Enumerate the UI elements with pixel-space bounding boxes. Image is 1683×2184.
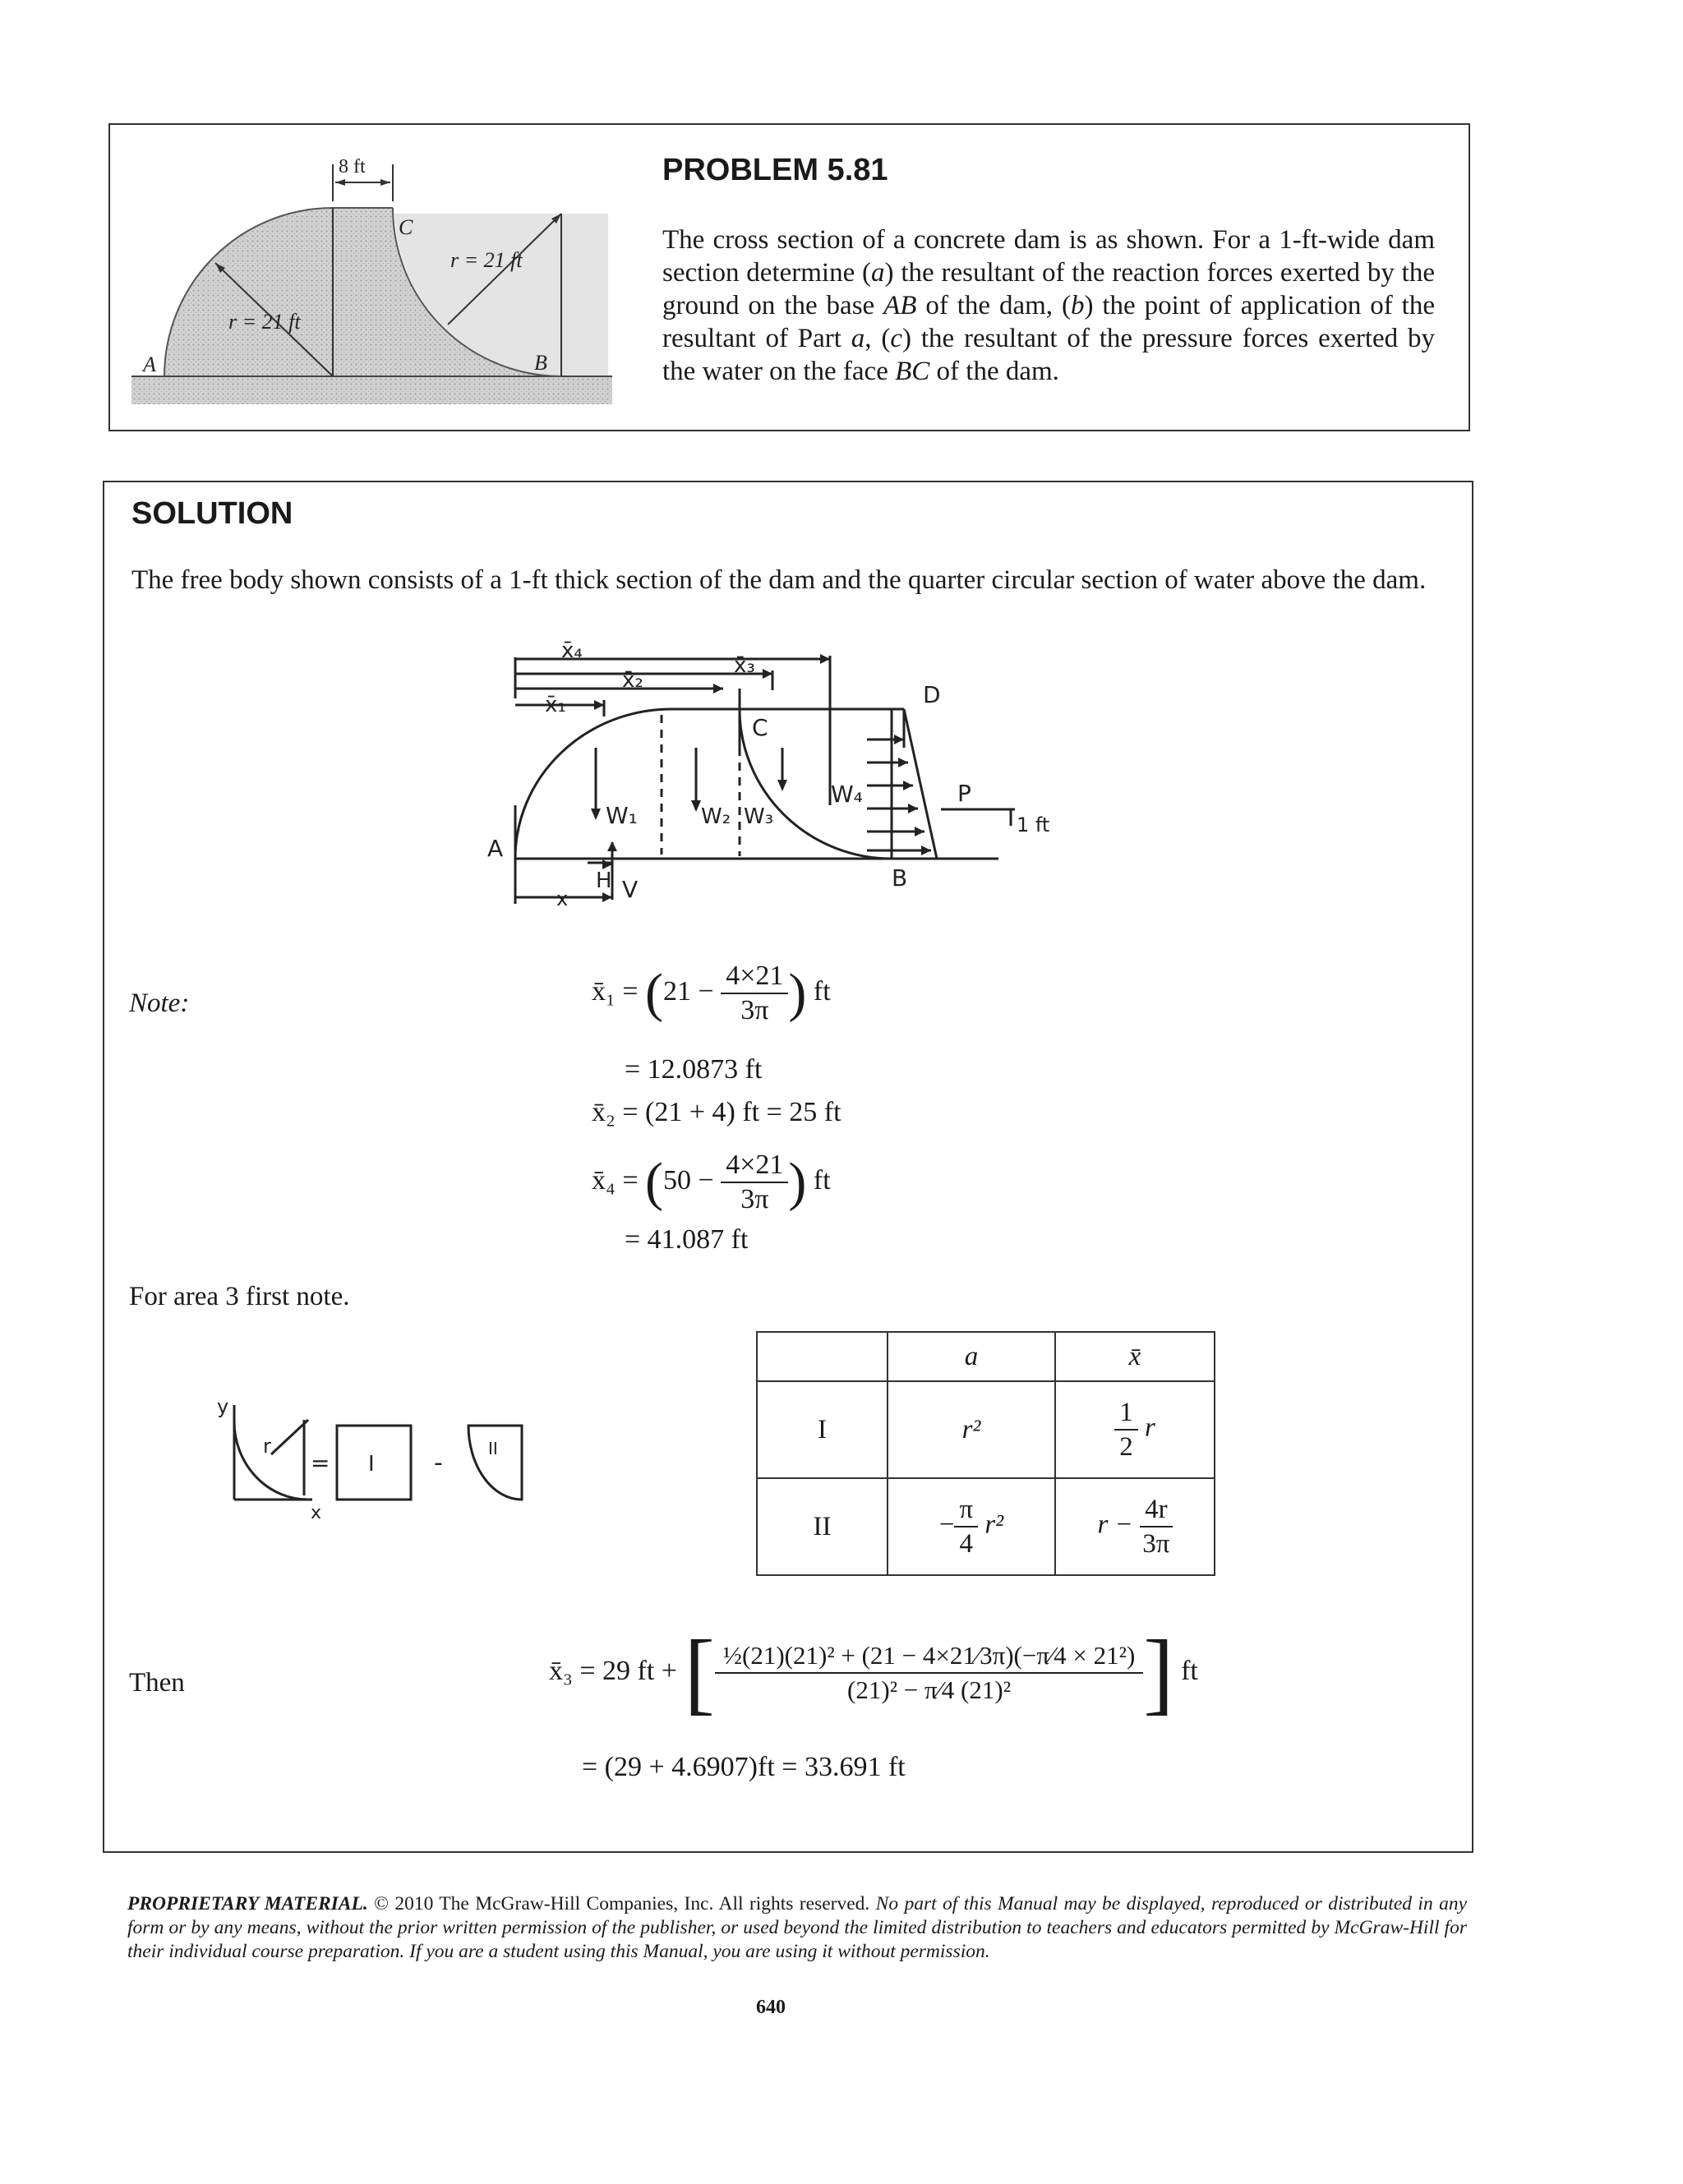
fbd-h-label: H xyxy=(596,869,612,893)
fbd-x-label: x xyxy=(556,887,569,910)
solution-intro: The free body shown consists of a 1-ft thick section of the dam and the quarter circular section of water above the dam. xyxy=(131,565,1427,595)
point-a-label: A xyxy=(143,352,156,376)
table-row xyxy=(757,1332,1215,1381)
x3-result: = (29 + 4.6907)ft = 33.691 ft xyxy=(582,1752,906,1782)
free-body-diagram xyxy=(481,641,1072,916)
sketch-equals: = xyxy=(311,1449,330,1477)
x1-lhs: x̄₁ = xyxy=(592,975,639,1007)
fbd-x2-label: x̄₂ xyxy=(622,668,643,693)
x3-numerator: ½(21)(21)² + (21 − 4×21⁄3π)(−π⁄4 × 21²) xyxy=(715,1639,1144,1674)
x4-unit: ft xyxy=(813,1164,831,1196)
row2-a: − $\frac{\pi}{4}$ r² xyxy=(888,1478,1055,1575)
dim-8ft-label: 8 ft xyxy=(339,156,366,177)
table-header-x: x̄ xyxy=(1055,1332,1215,1381)
sketch-roman2: II xyxy=(488,1439,498,1458)
fbd-c-label: C xyxy=(752,714,768,741)
row1-x: $\frac{1}{2}$ r xyxy=(1055,1381,1215,1478)
fbd-1ft-label: 1 ft xyxy=(1017,813,1050,836)
x1-equation: x̄₁ = (21 − $\frac{4\times 21}{3\pi}$ ) ft xyxy=(592,961,831,1025)
sketch-minus: - xyxy=(434,1449,443,1477)
x3-equation: x̄₃ = 29 ft + [ $\frac{\text{½(21)(21)² + (21 − 4×21⁄3π)(−π⁄4 × 21²)}}{\text{(21)² − π⁄4 (21)²}}$ ] ft xyxy=(549,1622,1198,1724)
fbd-w4-label: W₄ xyxy=(831,781,863,808)
table-cell xyxy=(757,1332,888,1381)
fbd-v-label: V xyxy=(622,876,639,903)
area-table xyxy=(756,1331,1215,1576)
page-number: 640 xyxy=(756,1997,786,2018)
row1-label: I xyxy=(757,1381,888,1478)
radius-right-label: r = 21 ft xyxy=(450,248,523,272)
fbd-x3-label: x̄₃ xyxy=(734,653,755,678)
x4-num: 4×21 xyxy=(721,1149,788,1183)
point-c-label: C xyxy=(399,215,413,239)
solution-title: SOLUTION xyxy=(131,496,293,531)
copyright-footer xyxy=(127,1892,1467,1964)
then-label: Then xyxy=(129,1668,185,1698)
fbd-w3-label: W₃ xyxy=(744,804,774,829)
table-header-a: a xyxy=(888,1332,1055,1381)
fbd-x1-label: x̄₁ xyxy=(545,693,566,717)
fbd-x4-label: x̄₄ xyxy=(561,641,583,663)
x4-result: = 41.087 ft xyxy=(625,1224,749,1255)
x4-equation: x̄₄ = (50 − $\frac{4\times 21}{3\pi}$ ) ft xyxy=(592,1150,831,1214)
fbd-b-label: B xyxy=(892,864,908,892)
x1-a: 21 − xyxy=(663,975,714,1007)
x3-lhs: x̄₃ = 29 ft + xyxy=(549,1655,677,1686)
x4-den: 3π xyxy=(740,1184,769,1214)
x3-unit: ft xyxy=(1181,1655,1198,1686)
problem-statement: The cross section of a concrete dam is as shown. For a 1-ft-wide dam section determine (a) the resultant of the reaction forces exerted by the ground on the base AB of the dam, (b) the point of application of the resultant of Part a, (c) the resultant of the pressure forces exerted by the water on the face BC of the dam. xyxy=(662,225,1436,386)
radius-left-label: r = 21 ft xyxy=(228,310,301,334)
footer-text-1: © 2010 The McGraw-Hill Companies, Inc. All rights reserved. xyxy=(367,1893,876,1914)
footer-text-2: No part of this Manual may be displayed, reproduced or distributed in any form or by any means, without the prior written permission of the publisher, or used beyond the limited distribution to teachers and educators permitted by McGraw-Hill for their individual course preparation. If you are a student using this Manual, you are using it without permission. xyxy=(127,1893,1468,1962)
row2-x: r − $\frac{4r}{3\pi}$ xyxy=(1055,1478,1215,1575)
note-label: Note: xyxy=(129,988,190,1018)
fbd-p-label: P xyxy=(957,780,971,807)
table-row xyxy=(757,1381,1215,1478)
row1-a: r² xyxy=(888,1381,1055,1478)
x4-lhs: x̄₄ = xyxy=(592,1164,639,1196)
x4-a: 50 − xyxy=(663,1164,714,1196)
row2-label: II xyxy=(757,1478,888,1575)
x1-den: 3π xyxy=(740,995,769,1025)
table-row xyxy=(757,1478,1215,1575)
dam-cross-section-figure xyxy=(123,156,625,411)
area3-label: For area 3 first note. xyxy=(129,1282,350,1311)
x1-unit: ft xyxy=(813,975,831,1007)
point-b-label: B xyxy=(534,351,547,375)
ground xyxy=(131,376,612,404)
footer-label: PROPRIETARY MATERIAL. xyxy=(127,1893,368,1914)
x3-denominator: (21)² − π⁄4 (21)² xyxy=(847,1675,1011,1704)
sketch-x-label: x xyxy=(311,1503,322,1520)
fbd-a-label: A xyxy=(487,835,504,862)
fbd-w1-label: W₁ xyxy=(606,802,638,829)
x2-equation: x̄₂ = (21 + 4) ft = 25 ft xyxy=(592,1097,842,1127)
x1-result: = 12.0873 ft xyxy=(625,1054,763,1085)
sketch-y-label: y xyxy=(217,1395,229,1418)
fbd-d-label: D xyxy=(923,681,941,708)
x1-num: 4×21 xyxy=(721,960,788,994)
sketch-r-label: r xyxy=(263,1435,271,1458)
fbd-w2-label: W₂ xyxy=(701,804,731,829)
sketch-roman1: I xyxy=(368,1452,375,1477)
area-decomposition-sketch xyxy=(197,1389,542,1520)
problem-title: PROBLEM 5.81 xyxy=(662,153,888,187)
